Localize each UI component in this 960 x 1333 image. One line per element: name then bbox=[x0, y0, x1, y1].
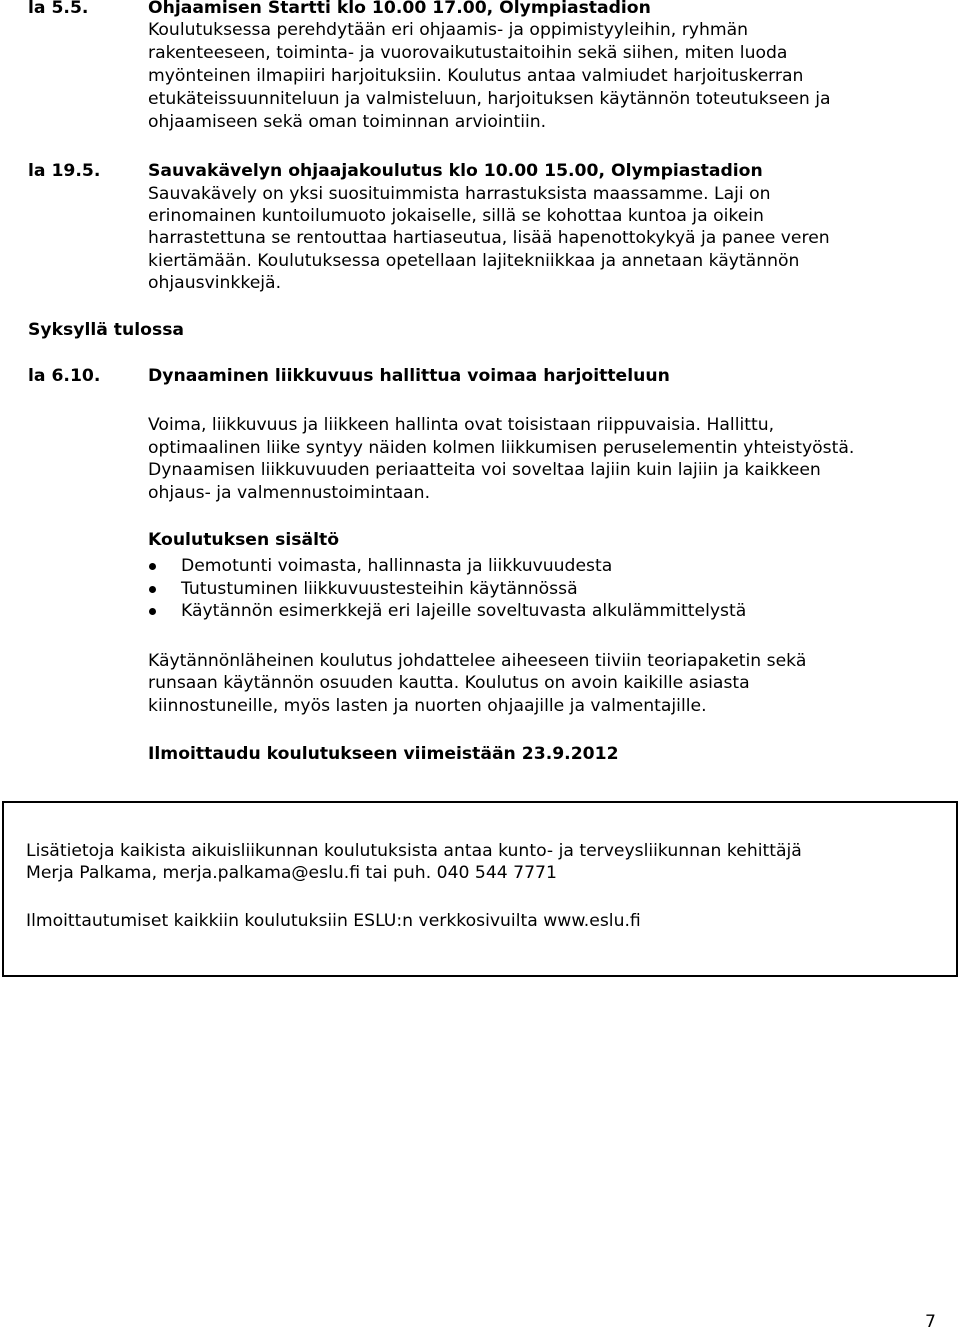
entry-date-label: la 19.5. bbox=[28, 161, 101, 181]
entry-date-label: la 6.10. bbox=[28, 366, 101, 386]
info-line: Merja Palkama, merja.palkama@eslu.fi tai puh. 040 544 7771 bbox=[26, 863, 557, 883]
bullet-icon bbox=[149, 563, 156, 570]
entry-body-line: myönteinen ilmapiiri harjoituksiin. Koulutus antaa valmiudet harjoituskerran bbox=[148, 66, 804, 86]
entry-body-line: erinomainen kuntoilumuoto jokaiselle, sillä se kohottaa kuntoa ja oikein bbox=[148, 206, 764, 226]
practical-line: runsaan käytännön osuuden kautta. Koulutus on avoin kaikille asiasta bbox=[148, 673, 750, 693]
entry-body-line: rakenteeseen, toiminta- ja vuorovaikutustaitoihin sekä siihen, miten luoda bbox=[148, 43, 788, 63]
entry-body-line: Sauvakävely on yksi suosituimmista harrastuksista maassamme. Laji on bbox=[148, 184, 771, 204]
info-line: Ilmoittautumiset kaikkiin koulutuksiin ESLU:n verkkosivuilta www.eslu.fi bbox=[26, 911, 641, 931]
list-item: Demotunti voimasta, hallinnasta ja liikkuvuudesta bbox=[181, 556, 613, 576]
entry-body-line: ohjausvinkkejä. bbox=[148, 273, 282, 293]
entry-body-line: harrastettuna se rentouttaa hartiaseutua, lisää hapenottokykyä ja panee veren bbox=[148, 228, 830, 248]
bullet-icon bbox=[149, 608, 156, 615]
entry-date-label: la 5.5. bbox=[28, 0, 89, 18]
entry-body-line: etukäteissuunniteluun ja valmisteluun, harjoituksen käytännön toteutukseen ja bbox=[148, 89, 831, 109]
entry-title: Sauvakävelyn ohjaajakoulutus klo 10.00 15.00, Olympiastadion bbox=[148, 161, 763, 181]
list-item: Tutustuminen liikkuvuustesteihin käytännössä bbox=[181, 579, 578, 599]
info-box bbox=[2, 801, 958, 977]
intro-line: optimaalinen liike syntyy näiden kolmen liikkumisen peruselementin yhteistyöstä. bbox=[148, 438, 855, 458]
practical-line: Käytännönläheinen koulutus johdattelee aiheeseen tiiviin teoriapaketin sekä bbox=[148, 651, 807, 671]
intro-line: ohjaus- ja valmennustoimintaan. bbox=[148, 483, 431, 503]
intro-line: Dynaamisen liikkuvuuden periaatteita voi soveltaa lajiin kuin lajiin ja kaikkeen bbox=[148, 460, 821, 480]
page-number: 7 bbox=[925, 1312, 936, 1332]
entry-body-line: ohjaamiseen sekä oman toiminnan arviointiin. bbox=[148, 112, 547, 132]
entry-body-line: Koulutuksessa perehdytään eri ohjaamis- ja oppimistyyleihin, ryhmän bbox=[148, 20, 749, 40]
section-heading: Syksyllä tulossa bbox=[28, 320, 185, 340]
list-item: Käytännön esimerkkejä eri lajeille soveltuvasta alkulämmittelystä bbox=[181, 601, 747, 621]
bullet-icon bbox=[149, 586, 156, 593]
info-line: Lisätietoja kaikista aikuisliikunnan koulutuksista antaa kunto- ja terveysliikunnan kehittäjä bbox=[26, 841, 802, 861]
content-heading: Koulutuksen sisältö bbox=[148, 530, 340, 550]
entry-title: Ohjaamisen Startti klo 10.00 17.00, Olympiastadion bbox=[148, 0, 651, 18]
registration-deadline: Ilmoittaudu koulutukseen viimeistään 23.9.2012 bbox=[148, 744, 619, 764]
practical-line: kiinnostuneille, myös lasten ja nuorten ohjaajille ja valmentajille. bbox=[148, 696, 707, 716]
intro-line: Voima, liikkuvuus ja liikkeen hallinta ovat toisistaan riippuvaisia. Hallittu, bbox=[148, 415, 775, 435]
entry-title: Dynaaminen liikkuvuus hallittua voimaa harjoitteluun bbox=[148, 366, 670, 386]
entry-body-line: kiertämään. Koulutuksessa opetellaan lajitekniikkaa ja annetaan käytännön bbox=[148, 251, 800, 271]
